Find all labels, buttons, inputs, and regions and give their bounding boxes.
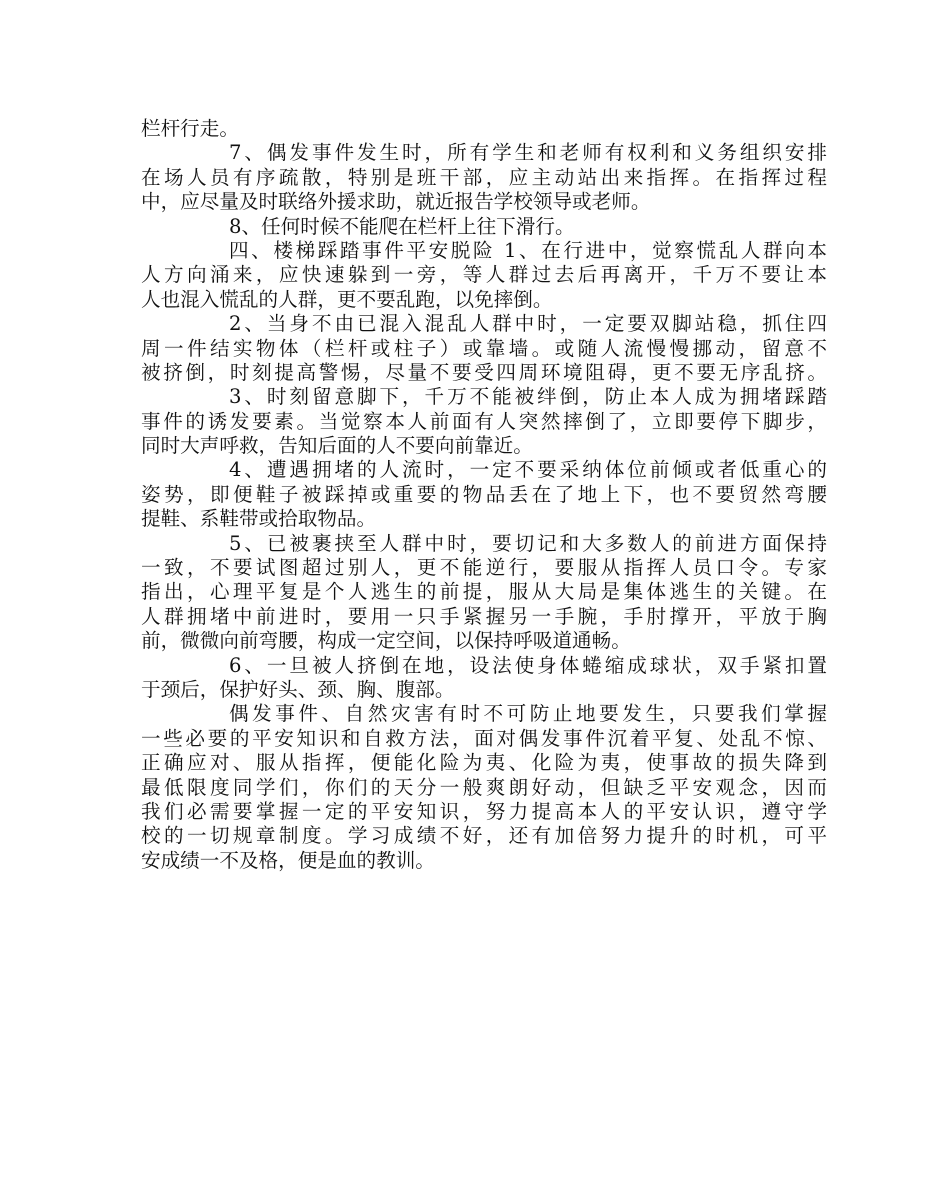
text-line: 人方向涌来，应快速躲到一旁，等人群过去后再离开，千万不要让本 <box>141 263 827 287</box>
text-line: 我们必需要掌握一定的平安知识，努力提高本人的平安认识，遵守学 <box>141 799 827 823</box>
text-line: 提鞋、系鞋带或拾取物品。 <box>141 507 377 531</box>
text-line: 姿势，即便鞋子被踩掉或重要的物品丢在了地上下，也不要贸然弯腰 <box>141 482 827 506</box>
text-line: 最低限度同学们，你们的天分一般爽朗好动，但缺乏平安观念，因而 <box>141 775 827 799</box>
text-line: 周一件结实物体（栏杆或柱子）或靠墙。或随人流慢慢挪动，留意不 <box>141 336 827 360</box>
text-line: 人也混入慌乱的人群，更不要乱跑，以免摔倒。 <box>141 287 553 311</box>
text-line: 2、当身不由已混入混乱人群中时，一定要双脚站稳，抓住四 <box>229 312 827 336</box>
text-line: 偶发事件、自然灾害有时不可防止地要发生，只要我们掌握 <box>229 702 827 726</box>
text-line: 指出，心理平复是个人逃生的前提，服从大局是集体逃生的关键。在 <box>141 580 827 604</box>
text-line: 正确应对、服从指挥，便能化险为夷、化险为夷，使事故的损失降到 <box>141 751 827 775</box>
text-line: 在场人员有序疏散，特别是班干部，应主动站出来指挥。在指挥过程 <box>141 165 827 189</box>
text-line: 3、时刻留意脚下，千万不能被绊倒，防止本人成为拥堵踩踏 <box>229 385 827 409</box>
document-body <box>141 117 827 873</box>
text-line: 同时大声呼救，告知后面的人不要向前靠近。 <box>141 434 533 458</box>
text-line: 人群拥堵中前进时，要用一只手紧握另一手腕，手肘撑开，平放于胸 <box>141 604 827 628</box>
text-line: 中，应尽量及时联络外援求助，就近报告学校领导或老师。 <box>141 190 651 214</box>
text-line: 4、遭遇拥堵的人流时，一定不要采纳体位前倾或者低重心的 <box>229 458 827 482</box>
text-line: 一些必要的平安知识和自救方法，面对偶发事件沉着平复、处乱不惊、 <box>141 726 827 750</box>
text-line: 被挤倒，时刻提高警惕，尽量不要受四周环境阻碍，更不要无序乱挤。 <box>141 360 827 384</box>
text-line: 6、一旦被人挤倒在地，设法使身体蜷缩成球状，双手紧扣置 <box>229 653 827 677</box>
text-line: 8、任何时候不能爬在栏杆上往下滑行。 <box>229 214 575 238</box>
text-line: 前，微微向前弯腰，构成一定空间，以保持呼吸道通畅。 <box>141 629 631 653</box>
text-line: 栏杆行走。 <box>141 117 239 140</box>
text-line: 于颈后，保护好头、颈、胸、腹部。 <box>141 677 455 701</box>
text-line: 7、偶发事件发生时，所有学生和老师有权利和义务组织安排 <box>229 141 827 165</box>
text-line: 四、楼梯踩踏事件平安脱险 1、在行进中，觉察慌乱人群向本 <box>229 238 827 262</box>
text-line: 事件的诱发要素。当觉察本人前面有人突然摔倒了，立即要停下脚步， <box>141 409 827 433</box>
text-line: 校的一切规章制度。学习成绩不好，还有加倍努力提升的时机，可平 <box>141 824 827 848</box>
text-line: 5、已被裹挟至人群中时，要切记和大多数人的前进方面保持 <box>229 531 827 555</box>
text-line: 安成绩一不及格，便是血的教训。 <box>141 848 435 872</box>
text-line: 一致，不要试图超过别人，更不能逆行，要服从指挥人员口令。专家 <box>141 556 827 580</box>
